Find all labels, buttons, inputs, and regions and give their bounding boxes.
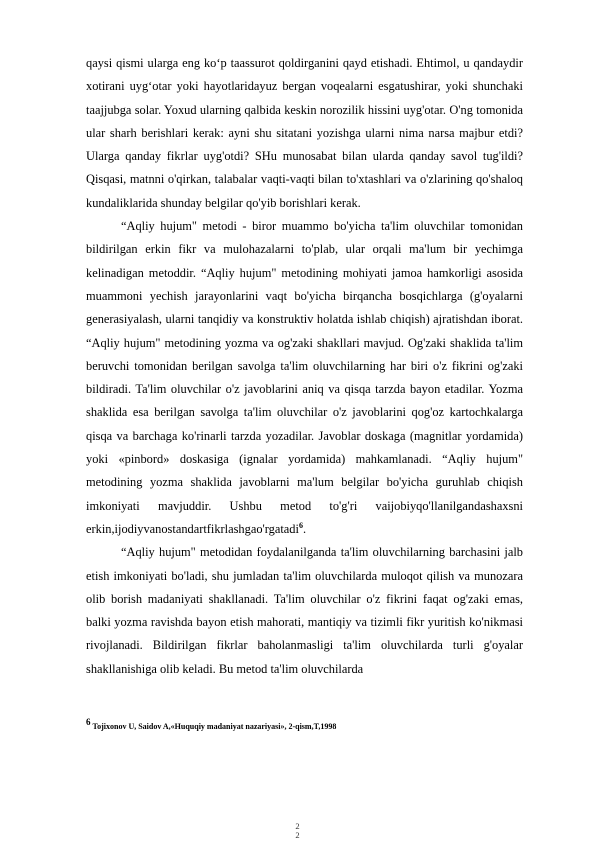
paragraph-2-end: .: [302, 521, 307, 536]
paragraph-3: [86, 541, 523, 681]
footnote-mark: 6: [86, 717, 91, 728]
paragraph-1: [86, 52, 523, 215]
footnote: [86, 717, 523, 733]
footnote-reference[interactable]: 6: [298, 520, 303, 530]
document-body: [86, 52, 523, 681]
paragraph-1-text: qaysi qismi ularga eng ko‘p taassurot qoldirganini qayd etishadi. Ehtimol, u qandaydir xotirani uyg‘otar yoki hayotlaridayuz bergan voqealarni esgatushirar, yoki shunchaki taajjubga solar. Yoxud ularning qalbida keskin norozilik hissini uyg'otar. O'ng tomonida ular sharh berishlari kerak: ayni shu sitatani yozishga ularni nima narsa majbur etdi? Ularga qanday fikrlar uyg'otdi? SHu munosabat bilan ularda qanday savol tug'ildi? Qisqasi, matnni o'qirkan, talabalar vaqti-vaqti bilan to'xtashlari va o'zlarining qo'shaloq kundaliklarida shunday belgilar qo'yib borishlari kerak.: [86, 56, 523, 210]
paragraph-3-text: “Aqliy hujum" metodidan foydalanilganda ta'lim oluvchilarning barchasini jalb etish imkoniyati bo'ladi, shu jumladan ta'lim oluvchilarda muloqot qilish va munozara olib borish madaniyati shakllanadi. Ta'lim oluvchilar o'z fikrini faqat og'zaki emas, balki yozma ravishda bayon etish mahorati, mantiqiy va tizimli fikr yuritish ko'nikmasi rivojlanadi. Bildirilgan fikrlar baholanmasligi ta'lim oluvchilarda turli g'oyalar shakllanishiga olib keladi. Bu metod ta'lim oluvchilarda: [86, 545, 523, 676]
paragraph-2: [86, 215, 523, 541]
page-number: 2 2: [295, 821, 300, 840]
paragraph-2-text: “Aqliy hujum" metodi - biror muammo bo'yicha ta'lim oluvchilar tomonidan bildirilgan erkin fikr va mulohazalarni to'plab, ular orqali ma'lum bir yechimga kelinadigan metoddir. “Aqliy hujum" metodining mohiyati jamoa hamkorligi asosida muammoni yechish jarayonlarini vaqt bo'yicha birqancha bosqichlarga (g'oyalarni generasiyalash, ularni tanqidiy va konstruktiv holatda ishlab chiqish) ajratishdan iborat. “Aqliy hujum" metodining yozma va og'zaki shakllari mavjud. Og'zaki shaklida ta'lim beruvchi tomonidan berilgan savolga ta'lim oluvchilarning har biri o'z fikrini og'zaki bildiradi. Ta'lim oluvchilar o'z javoblarini aniq va qisqa tarzda bayon etadilar. Yozma shaklida esa berilgan savolga ta'lim oluvchilar o'z javoblarini qog'oz kartochkalarga qisqa va barchaga ko'rinarli tarzda yozadilar. Javoblar doskaga (magnitlar yordamida) yoki «pinbord» doskasiga (ignalar yordamida) mahkamlanadi. “Aqliy hujum" metodining yozma shaklida javoblarni ma'lum belgilar bo'yicha guruhlab chiqish imkoniyati mavjuddir. Ushbu metod to'g'ri vaijobiyqo'llanilgandashaxsni erkin,ijodiyvanostandartfikrlashgao'rgatadi: [86, 219, 523, 536]
footnote-text: Tojixonov U, Saidov A,«Huquqiy madaniyat nazariyasi», 2-qism,T,1998: [92, 722, 337, 731]
